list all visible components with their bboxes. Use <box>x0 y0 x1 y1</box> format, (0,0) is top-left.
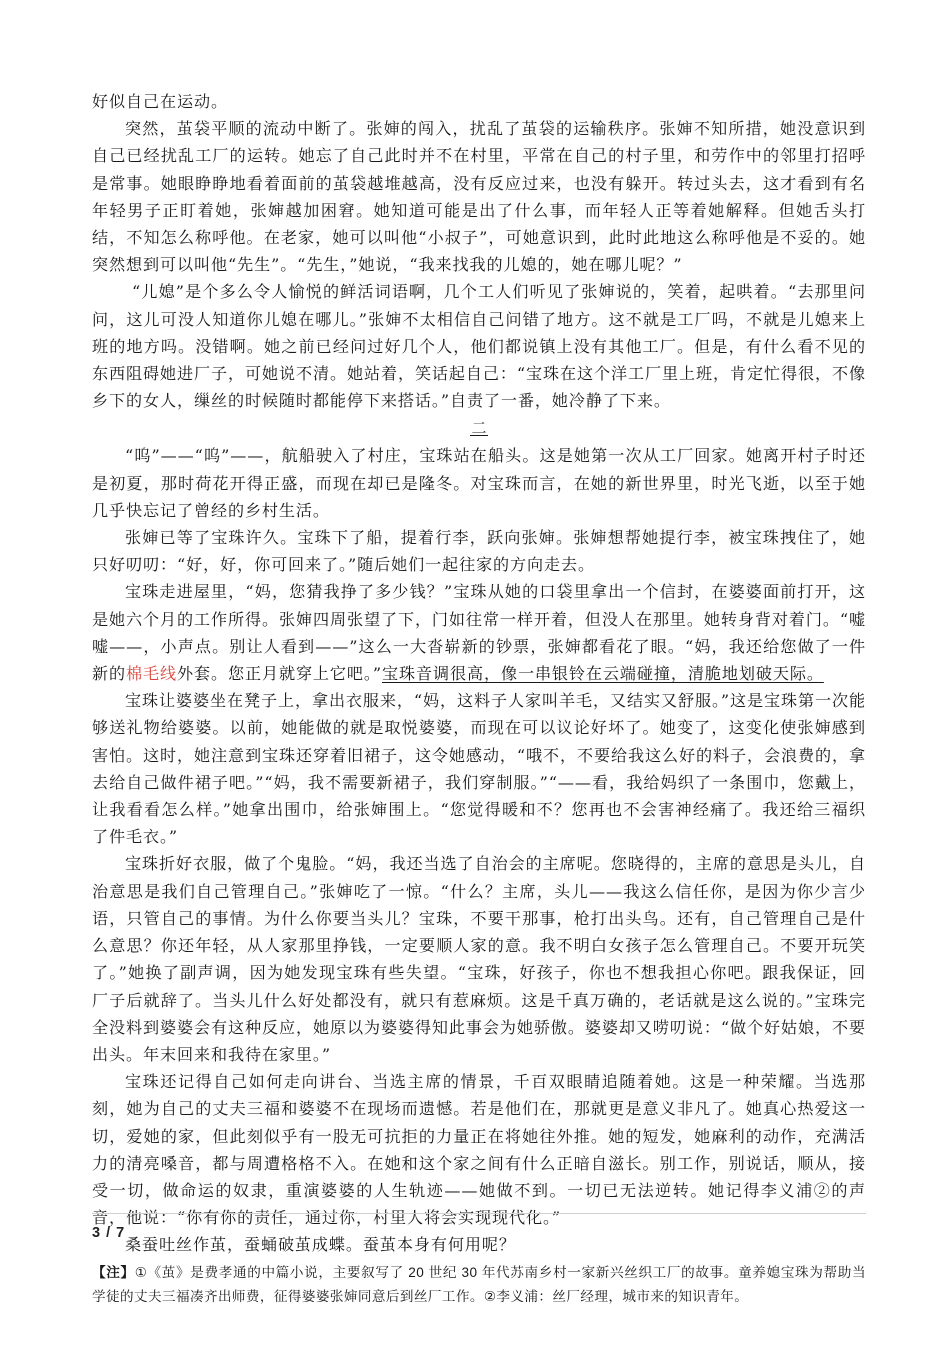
paragraph-memory: 宝珠还记得自己如何走向讲台、当选主席的情景，千百双眼睛追随着她。这是一种荣耀。当选那刻，她为自己的丈夫三福和婆婆不在现场而遗憾。若是他们在，那就更是意义非凡了。她真心热爱这一切，爱她的家，但此刻似乎有一股无可抗拒的力量正在将她往外推。她的短发，她麻利的动作，充满活力的清亮嗓音，都与周遭格格不入。在她和这个家之间有什么正暗自滋长。别工作，别说话，顺从，接受一切，做命运的奴隶，重演婆婆的人生轨迹——她做不到。一切已无法逆转。她记得李义浦②的声音，他说：“你有你的责任，通过你，村里人将会实现现代化。” <box>92 1072 866 1228</box>
underlined-sentence: 宝珠音调很高，像一串银铃在云端碰撞，清脆地划破天际。 <box>382 664 824 684</box>
footnote-text: ①《茧》是费孝通的中篇小说，主要叙写了 20 世纪 30 年代苏南乡村一家新兴丝织工厂的故事。童养媳宝珠为帮助当学徒的丈夫三福凑齐出师费，征得婆婆张婶同意后到丝厂工作。②李义浦：丝厂经理，城市来的知识青年。 <box>92 1264 866 1304</box>
footnote-label: 【注】 <box>92 1264 135 1280</box>
highlighted-word: 棉毛线 <box>126 664 177 684</box>
section-number: 二 <box>471 419 487 438</box>
paragraph-daughter-in-law: “儿媳”是个多么令人愉悦的鲜活词语啊，几个工人们听见了张婶说的，笑着，起哄着。“去那里问问，这儿可没人知道你儿媳在哪儿。”张婶不太相信自己问错了地方。这不就是工厂吗，不就是儿媳来上班的地方吗。没错啊。她之前已经问过好几个人，他们都说镇上没有其他工厂。但是，有什么看不见的东西阻碍她进厂子，可她说不清。她站着，笑话起自己：“宝珠在这个洋工厂里上班，肯定忙得很，不像乡下的女人，缫丝的时候随时都能停下来搭话。”自责了一番，她冷静了下来。 <box>92 282 866 411</box>
paragraph-silkworm: 桑蚕吐丝作茧，蚕蛹破茧成蝶。蚕茧本身有何用呢？ <box>125 1235 516 1255</box>
page-number: 3 / 7 <box>92 1225 126 1241</box>
paragraph-gifts: 宝珠让婆婆坐在凳子上，拿出衣服来，“妈，这料子人家叫羊毛，又结实又舒服。”这是宝珠第一次能够送礼物给婆婆。以前，她能做的就是取悦婆婆，而现在可以议论好坏了。她变了，这变化使张婶感到害怕。这时，她注意到宝珠还穿着旧裙子，这令她感动，“哦不，不要给我这么好的料子，会浪费的，拿去给自己做件裙子吧。”“妈，我不需要新裙子，我们穿制服。”“——看，我给妈织了一条围巾，您戴上，让我看看怎么样。”她拿出围巾，给张婶围上。“您觉得暖和不？您再也不会害神经痛了。我还给三福织了件毛衣。” <box>92 691 866 847</box>
paragraph-wages-text-end: 外套。您正月就穿上它吧。” <box>176 664 382 684</box>
paragraph-wages-text: 宝珠走进屋里，“妈，您猜我挣了多少钱？”宝珠从她的口袋里拿出一个信封，在婆婆面前打开，这是她六个月的工作所得。张婶四周张望了下，门如往常一样开着，但没人在那里。她转身背对着门。“嘘嘘——，小声点。别让人看到——”这么一大沓崭新的钞票，张婶都看花了眼。“妈，我还给您做了一件新的 <box>92 582 866 684</box>
footnote <box>92 1261 866 1309</box>
paragraph-continuation: 好似自己在运动。 <box>92 92 228 111</box>
paragraph-reunion: 张婶已等了宝珠许久。宝珠下了船，提着行李，跃向张婶。张婶想帮她提行李，被宝珠拽住了，她只好叨叨：“好，好，你可回来了。”随后她们一起往家的方向走去。 <box>92 528 866 575</box>
footer-divider <box>92 1213 866 1214</box>
paragraph-chairman: 宝珠折好衣服，做了个鬼脸。“妈，我还当选了自治会的主席呢。您晓得的，主席的意思是头儿，自治意思是我们自己管理自己。”张婶吃了一惊。“什么？主席，头儿——我这么信任你，是因为你少言少语，只管自己的事情。为什么你要当头儿？宝珠，不要干那事，枪打出头鸟。还有，自己管理自己是什么意思？你还年轻，从人家那里挣钱，一定要顺人家的意。我不明白女孩子怎么管理自己。不要开玩笑了。”她换了副声调，因为她发现宝珠有些失望。“宝珠，好孩子，你也不想我担心你吧。跟我保证，回厂子后就辞了。当头儿什么好处都没有，就只有惹麻烦。这是千真万确的，老话就是这么说的。”宝珠完全没料到婆婆会有这种反应，她原以为婆婆得知此事会为她骄傲。婆婆却又唠叨说：“做个好姑娘，不要出头。年末回来和我待在家里。” <box>92 854 866 1064</box>
paragraph-wages <box>92 578 866 687</box>
paragraph-interruption: 突然，茧袋平顺的流动中断了。张婶的闯入，扰乱了茧袋的运输秩序。张婶不知所措，她没意识到自己已经扰乱工厂的运转。她忘了自己此时并不在村里，平常在自己的村子里，和劳作中的邻里打招呼是常事。她眼睁睁地看着面前的茧袋越堆越高，没有反应过来，也没有躲开。转过头去，这才看到有名年轻男子正盯着她，张婶越加困窘。她知道可能是出了什么事，而年轻人正等着她解释。但她舌头打结，不知怎么称呼他。在老家，她可以叫他“小叔子”，可她意识到，此时此地这么称呼他是不妥的。她突然想到可以叫他“先生”。“先生，”她说，“我来找我的儿媳的，她在哪儿呢？” <box>92 119 866 275</box>
article-body <box>92 88 866 1309</box>
paragraph-boat-arrival: “呜”——“呜”——，航船驶入了村庄，宝珠站在船头。这是她第一次从工厂回家。她离开村子时还是初夏，那时荷花开得正盛，而现在却已是隆冬。对宝珠而言，在她的新世界里，时光飞逝，以至于她几乎快忘记了曾经的乡村生活。 <box>92 446 866 520</box>
section-heading <box>92 414 866 442</box>
